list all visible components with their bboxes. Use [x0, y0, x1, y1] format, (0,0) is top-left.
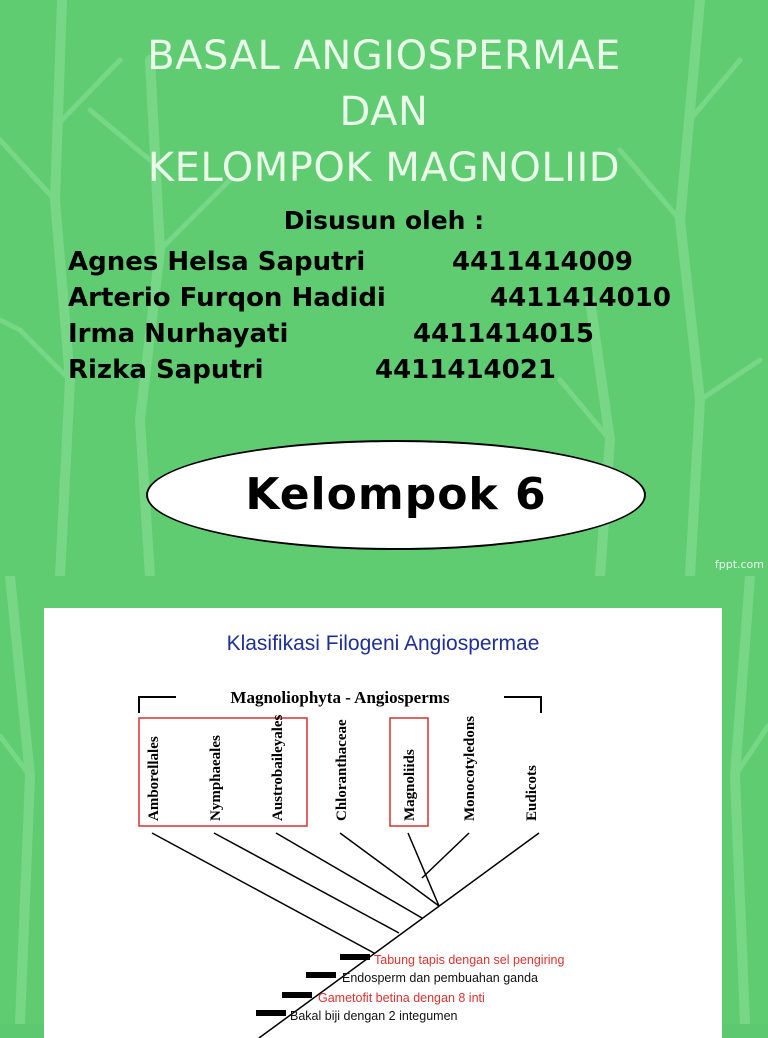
title-line-3: KELOMPOK MAGNOLIID [147, 145, 621, 191]
member-id: 4411414010 [490, 283, 671, 313]
panel-title: Klasifikasi Filogeni Angiospermae [226, 632, 540, 655]
taxon-label: Amborellales [146, 736, 162, 821]
member-name: Arterio Furqon Hadidi [68, 283, 386, 313]
taxon-label: Magnoliids [402, 749, 418, 821]
group-label: Kelompok 6 [245, 469, 547, 520]
event-label: Tabung tapis dengan sel pengiring [374, 953, 565, 967]
phylogeny-diagram [44, 608, 722, 1038]
event-label: Endosperm dan pembuahan ganda [342, 971, 538, 985]
tree-branches [152, 833, 539, 1038]
authors-heading: Disusun oleh : [283, 206, 485, 235]
taxon-label: Eudicots [524, 765, 540, 821]
event-label: Bakal biji dengan 2 integumen [290, 1009, 458, 1023]
taxon-label: Nymphaeales [208, 735, 224, 821]
member-id: 4411414021 [375, 355, 556, 385]
taxon-label: Monocotyledons [462, 716, 478, 821]
slide-title [0, 28, 768, 196]
member-name: Irma Nurhayati [68, 319, 289, 349]
event-marker [340, 954, 370, 960]
clade-bracket-right [504, 697, 541, 713]
group-badge [146, 440, 646, 550]
title-line-1: BASAL ANGIOSPERMAE [147, 33, 621, 79]
event-marker [256, 1010, 286, 1016]
title-line-2: DAN [339, 89, 429, 135]
taxon-label: Chloranthaceae [334, 719, 350, 821]
member-id: 4411414009 [452, 247, 633, 277]
brand-watermark: fppt.com [714, 558, 764, 571]
clade-label: Magnoliophyta - Angiosperms [230, 688, 450, 707]
member-id: 4411414015 [413, 319, 594, 349]
member-name: Rizka Saputri [68, 355, 264, 385]
event-label: Gametofit betina dengan 8 inti [318, 991, 485, 1005]
event-marker [306, 972, 336, 978]
phylogeny-panel [44, 608, 722, 1038]
clade-bracket-left [139, 697, 176, 713]
taxon-label: Austrobaileyales [270, 714, 286, 821]
member-name: Agnes Helsa Saputri [68, 247, 366, 277]
event-marker [282, 992, 312, 998]
